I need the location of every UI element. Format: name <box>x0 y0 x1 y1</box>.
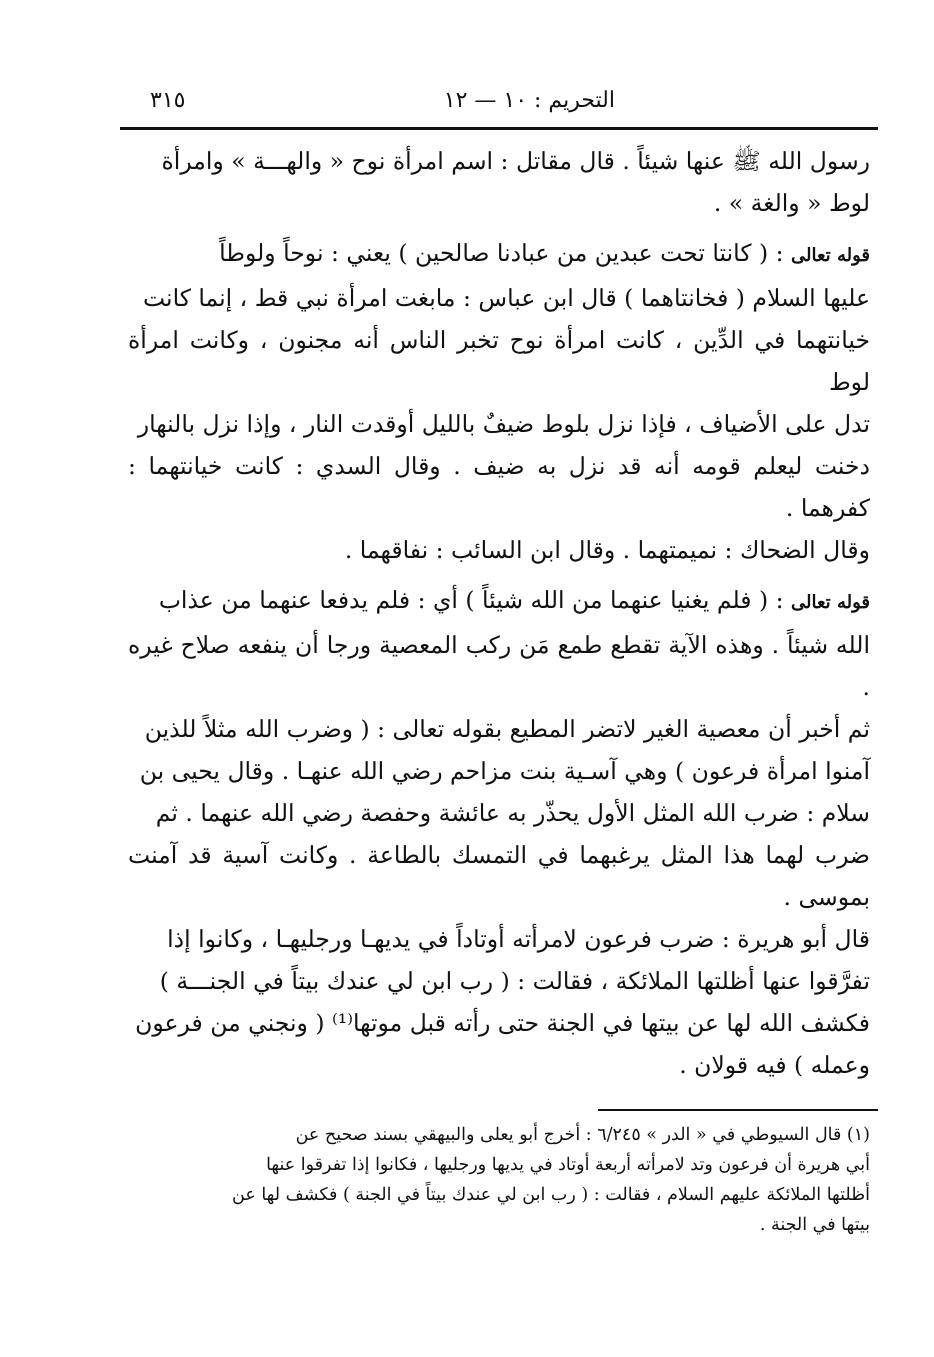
main-text <box>128 140 870 1094</box>
footnotes <box>128 1120 870 1240</box>
paragraph-text: رسول الله ﷺ عنها شيئاً . قال مقاتل : اسم امرأة نوح « والهـــة » وامرأة لوط « والغة » . <box>161 147 870 217</box>
running-header <box>120 88 880 124</box>
paragraph-text: : ( كانتا تحت عبدين من عبادنا صالحين ) يعني : نوحاً ولوطاً عليها السلام ( فخانتاهما ) قال ابن عباس : مابغت امرأة نبي قط ، إنما كانت خيانتهما في الدِّين ، كانت امرأة نوح تخبر الناس أنه مجنون ، وكانت امرأة لوط تدل على الأضياف ، فإذا نزل بلوط ضيفٌ بالليل أوقدت النار ، وإذا نزل بالنهار دخنت ليعلم قومه أنه قد نزل به ضيف . وقال السدي : كانت خيانتهما : كفرهما . وقال الضحاك : نميمتهما . وقال ابن السائب : نفاقهما . <box>128 239 870 564</box>
paragraph-text: : ( فلم يغنيا عنهما من الله شيئاً ) أي : فلم يدفعا عنهما من عذاب الله شيئاً . وهذه الآية تقطع طمع مَن ركب المعصية ورجا أن ينفعه صلاح غيره . ثم أخبر أن معصية الغير لاتضر المطيع بقوله تعالى : ( وضرب الله مثلاً للذين آمنوا امرأة فرعون ) وهي آسـية بنت مزاحم رضي الله عنهـا . وقال يحيى بن سلام : ضرب الله المثل الأول يحذّر به عائشة وحفصة رضي الله عنهما . ثم ضرب لهما هذا المثل يرغبهما في التمسك بالطاعة . وكانت آسية قد آمنت بموسى . قال أبو هريرة : ضرب فرعون لامرأته أوتاداً في يديهـا ورجليهـا ، وكانوا إذا تفرَّقوا عنها أظلتها الملائكة ، فقالت : ( رب ابن لي عندك بيتاً في الجنـــة ) فكشف الله لها عن بيتها في الجنة حتى رأته قبل موتها⁽¹⁾ ( ونجني من فرعون وعمله ) فيه قولان . <box>128 586 870 1079</box>
paragraph <box>128 579 870 1086</box>
page-number: ٣١٥ <box>150 88 186 113</box>
footnote: (١) قال السيوطي في « الدر » ٦/٢٤٥ : أخرج أبو يعلى والبيهقي بسند صحيح عن أبي هريرة أن فرعون وتد لامرأته أربعة أوتاد في يديها ورجليها ، فكانوا إذا تفرقوا عنها أظلتها الملائكة عليهم السلام ، فقالت : ( رب ابن لي عندك بيتاً في الجنة ) فكشف لها عن بيتها في الجنة . <box>232 1125 870 1235</box>
paragraph <box>128 140 870 224</box>
footnote-separator <box>598 1109 878 1111</box>
header-surah-title: التحريم : ١٠ — ١٢ <box>443 88 615 113</box>
paragraph-lead: قوله تعالى <box>791 592 870 613</box>
paragraph <box>128 232 870 571</box>
paragraph-lead: قوله تعالى <box>791 245 870 266</box>
header-rule <box>120 127 878 130</box>
